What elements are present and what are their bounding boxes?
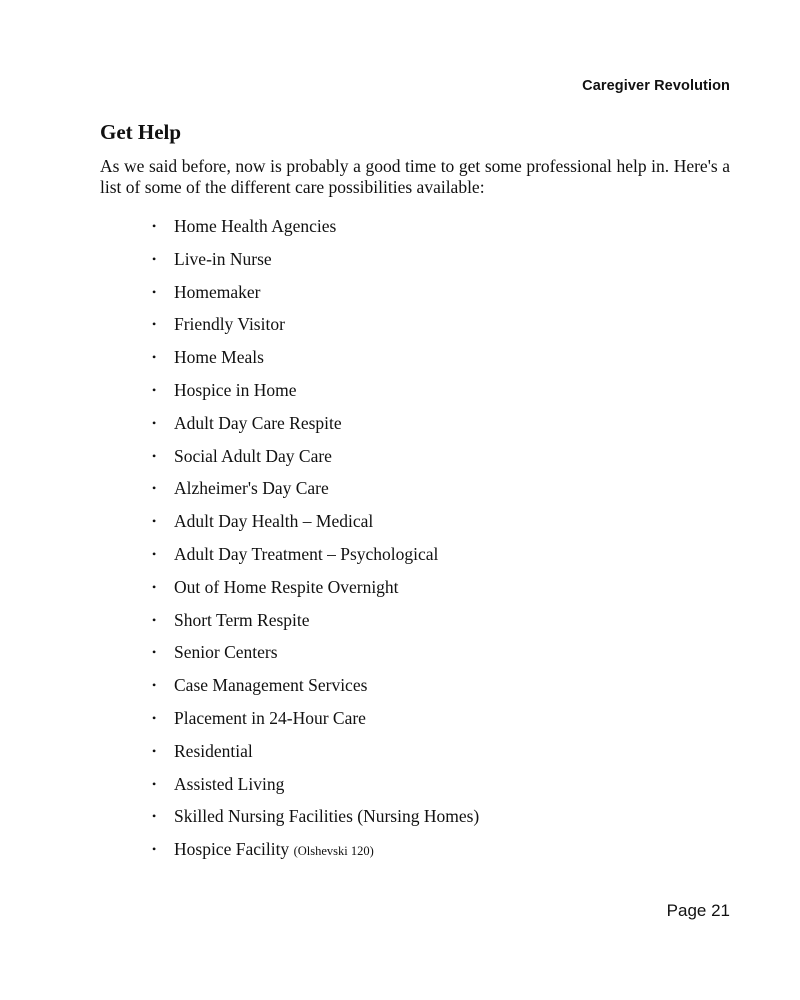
bullet-icon: • xyxy=(152,776,157,791)
list-item-label: Home Health Agencies xyxy=(174,216,337,236)
bullet-icon: • xyxy=(152,317,157,332)
list-item-label: Social Adult Day Care xyxy=(174,445,332,466)
bullet-icon: • xyxy=(152,710,157,725)
bullet-icon: • xyxy=(152,678,157,693)
list-item-label: Adult Day Treatment – Psychological xyxy=(174,543,439,564)
bullet-icon: • xyxy=(152,743,157,758)
list-item xyxy=(152,768,479,801)
list-item xyxy=(152,341,479,374)
running-header: Caregiver Revolution xyxy=(582,78,730,94)
list-item xyxy=(152,538,479,571)
list-item xyxy=(152,833,479,866)
list-item-label: Home Meals xyxy=(174,347,264,368)
list-item xyxy=(152,440,479,473)
list-item xyxy=(152,276,479,309)
list-item xyxy=(152,374,479,407)
bullet-icon: • xyxy=(152,842,157,857)
list-item-label: Short Term Respite xyxy=(174,609,310,630)
bullet-icon: • xyxy=(152,448,157,463)
list-item xyxy=(152,669,479,702)
care-options-list xyxy=(152,210,479,866)
bullet-icon: • xyxy=(152,481,157,496)
bullet-icon: • xyxy=(152,219,157,233)
list-item xyxy=(152,308,479,341)
list-item xyxy=(152,800,479,833)
bullet-icon: • xyxy=(152,251,157,266)
list-item xyxy=(152,407,479,440)
section-heading: Get Help xyxy=(100,120,182,144)
bullet-icon: • xyxy=(152,415,157,430)
bullet-icon: • xyxy=(152,579,157,594)
list-item-label: Adult Day Health – Medical xyxy=(174,511,374,532)
list-item-label: Adult Day Care Respite xyxy=(174,412,342,433)
intro-paragraph: As we said before, now is probably a good time to get some professional help in. Here's a list of some of the different care possibilities available: xyxy=(100,156,730,197)
list-item xyxy=(152,210,479,243)
list-item xyxy=(152,735,479,768)
list-item xyxy=(152,472,479,505)
list-item-label: Skilled Nursing Facilities (Nursing Homes) xyxy=(174,806,480,827)
list-item-label: Case Management Services xyxy=(174,675,368,696)
bullet-icon: • xyxy=(152,645,157,660)
list-item-label: Hospice Facility xyxy=(174,839,290,860)
list-item xyxy=(152,243,479,276)
bullet-icon: • xyxy=(152,284,157,299)
page-number: Page 21 xyxy=(666,901,730,920)
list-item-label: Friendly Visitor xyxy=(174,314,285,335)
list-item-label: Residential xyxy=(174,740,253,761)
list-item-label: Out of Home Respite Overnight xyxy=(174,576,399,597)
list-item-label: Placement in 24-Hour Care xyxy=(174,707,366,728)
citation: (Olshevski 120) xyxy=(293,844,374,859)
bullet-icon: • xyxy=(152,809,157,824)
list-item xyxy=(152,604,479,637)
list-item-label: Homemaker xyxy=(174,281,261,302)
bullet-icon: • xyxy=(152,612,157,627)
list-item xyxy=(152,702,479,735)
list-item xyxy=(152,636,479,669)
list-item-label: Senior Centers xyxy=(174,642,278,663)
bullet-icon: • xyxy=(152,382,157,397)
bullet-icon: • xyxy=(152,514,157,529)
list-item-label: Assisted Living xyxy=(174,773,285,794)
list-item xyxy=(152,505,479,538)
list-item-label: Live-in Nurse xyxy=(174,248,272,269)
bullet-icon: • xyxy=(152,546,157,561)
list-item-label: Hospice in Home xyxy=(174,379,297,400)
bullet-icon: • xyxy=(152,350,157,365)
list-item xyxy=(152,571,479,604)
list-item-label: Alzheimer's Day Care xyxy=(174,478,329,499)
